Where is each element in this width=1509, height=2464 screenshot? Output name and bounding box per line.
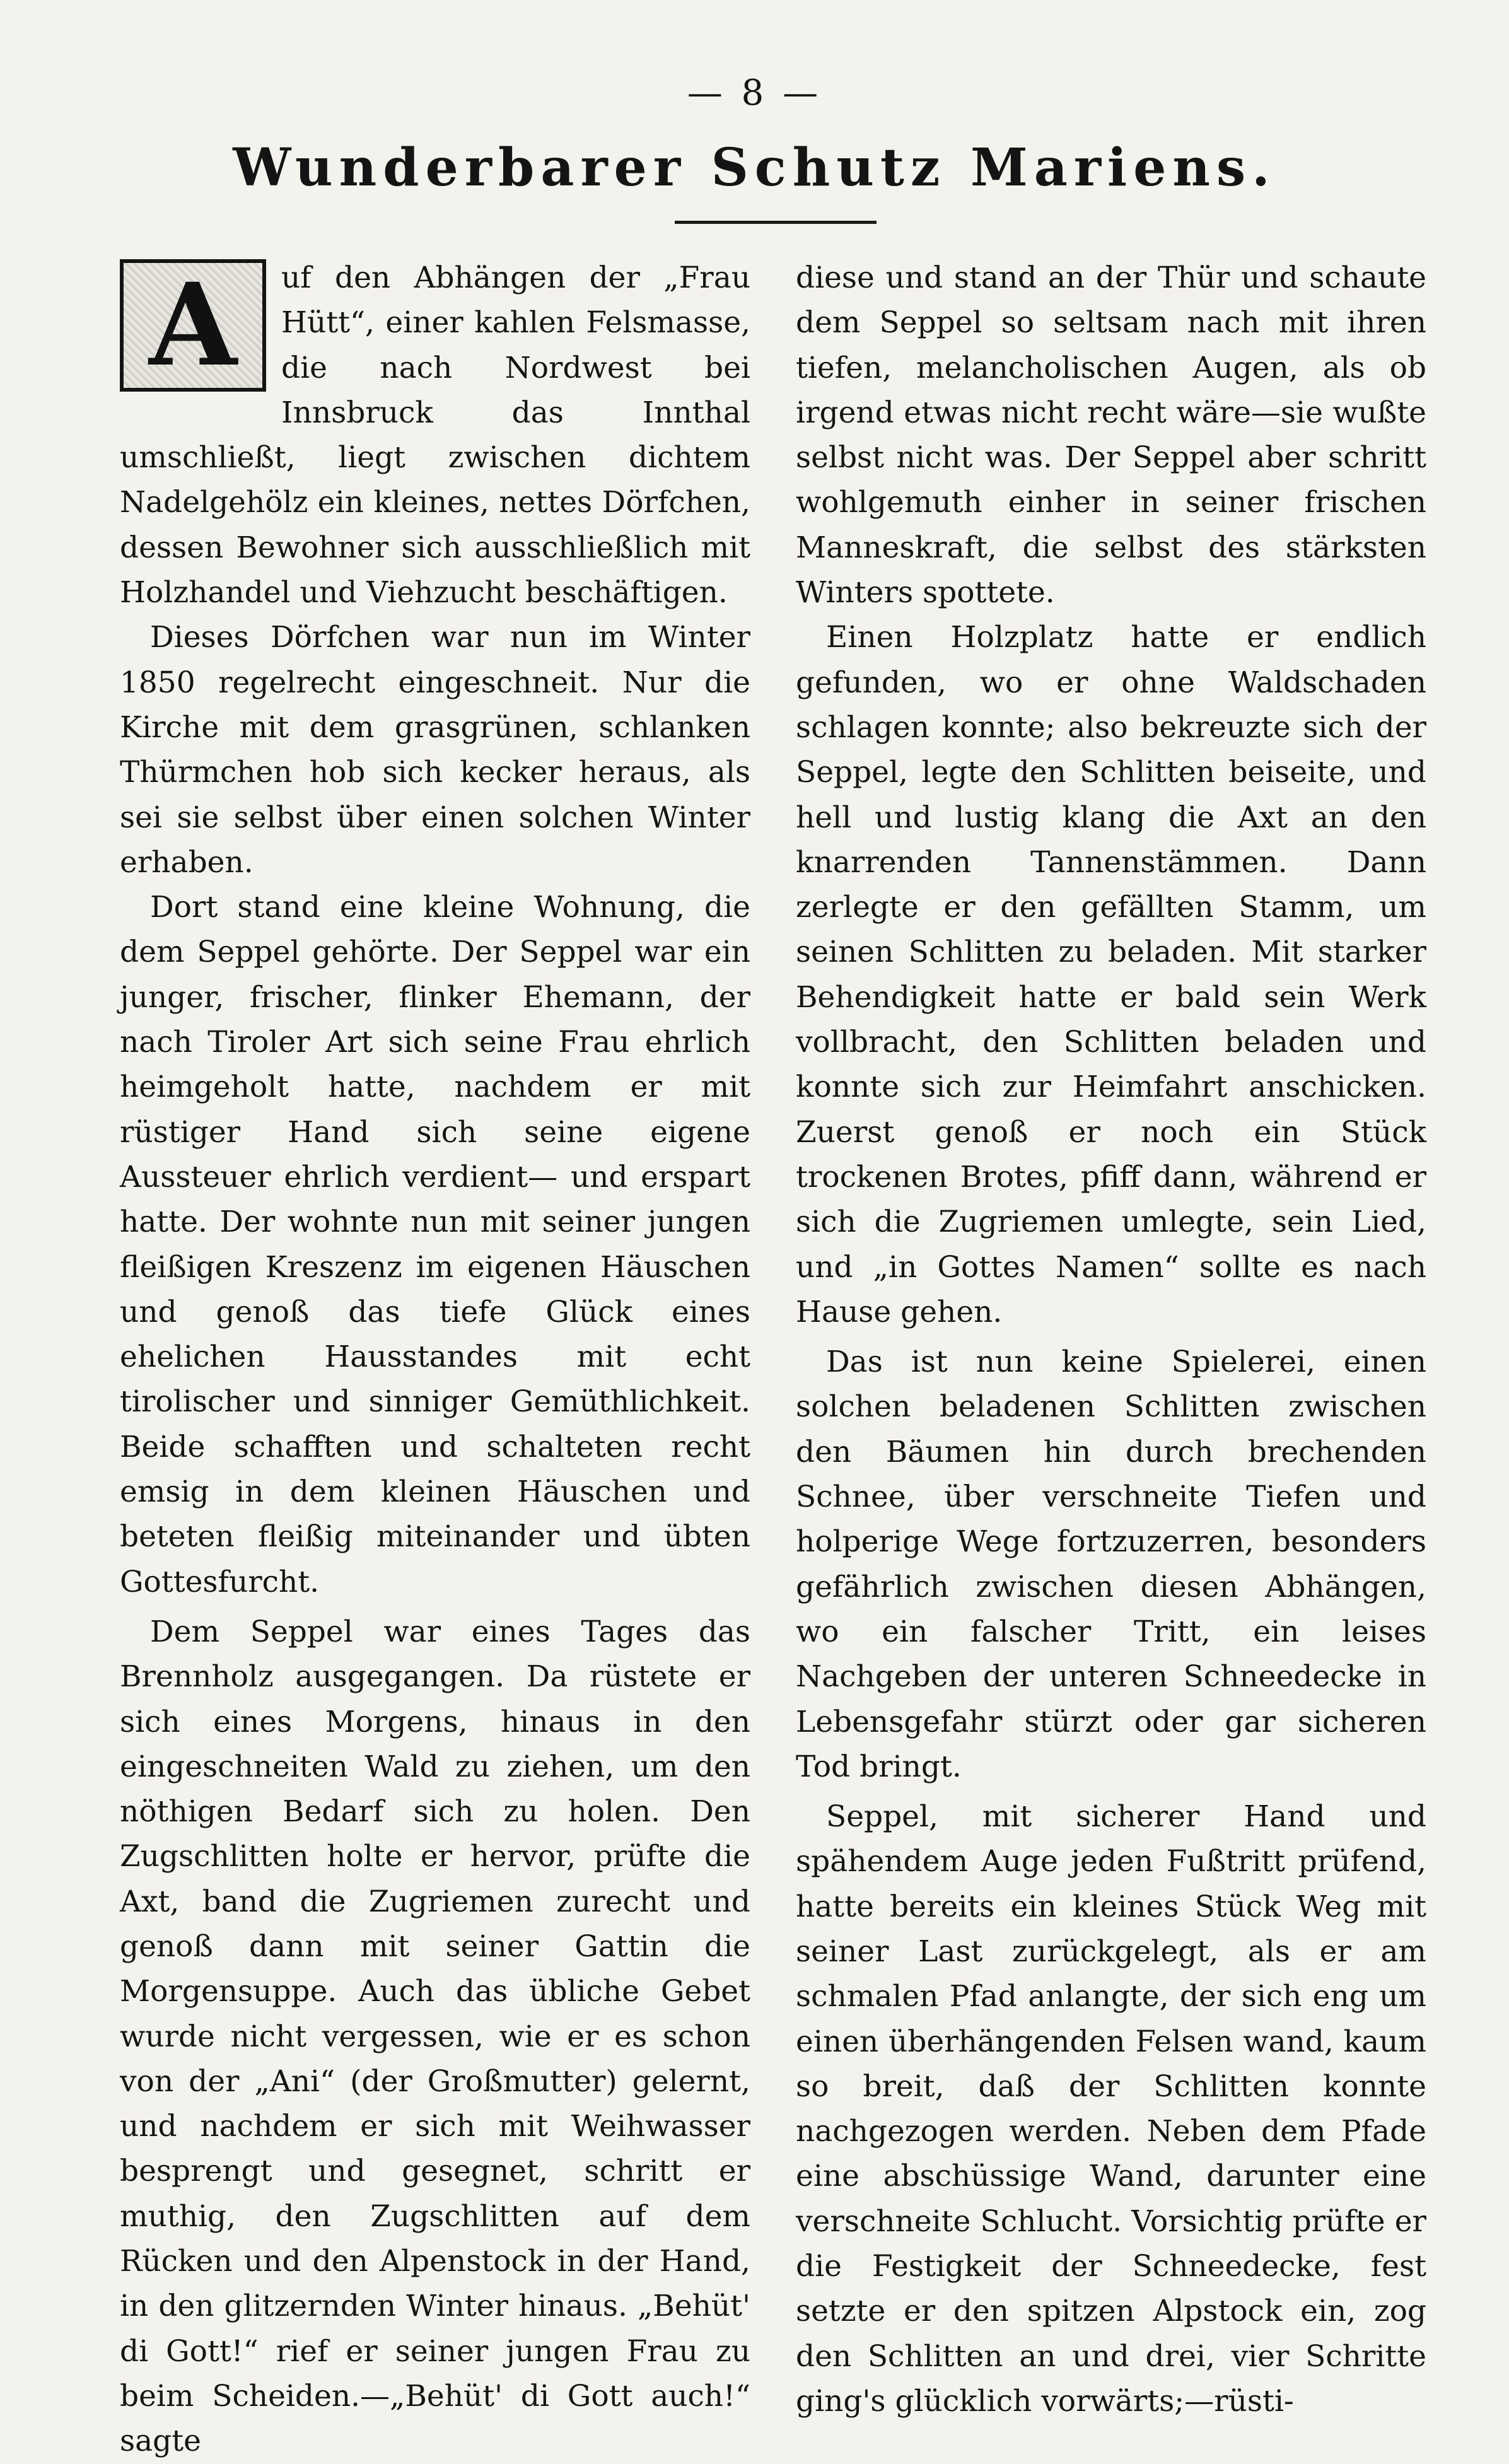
paragraph: Einen Holzplatz hatte er endlich gefunden, wo er ohne Waldschaden schlagen konnte; also bekreuzte sich der Seppel, legte den Schlitten beiseite, und hell und lustig klang die Axt an den knarrenden Tannenstämmen. Dann zerlegte er den gefällten Stamm, um seinen Schlitten zu beladen. Mit starker Behendigkeit hatte er bald sein Werk vollbracht, den Schlitten beladen und konnte sich zur Heimfahrt anschicken. Zuerst genoß er noch ein Stück trockenen Brotes, pfiff dann, während er sich die Zugriemen umlegte, sein Lied, und „in Gottes Namen“ sollte es nach Hause gehen.	[796, 620, 1426, 1329]
right-column	[796, 255, 1426, 2424]
drop-cap-initial	[120, 259, 266, 392]
page-number: — 8 —	[687, 73, 822, 114]
paragraph: Dieses Dörfchen war nun im Winter 1850 regelrecht eingeschneit. Nur die Kirche mit dem grasgrünen, schlanken Thürmchen hob sich kecker heraus, als sei sie selbst über einen solchen Winter erhaben.	[120, 620, 750, 880]
title-divider	[675, 221, 877, 224]
left-column	[120, 255, 750, 2464]
paragraph: Dem Seppel war eines Tages das Brennholz ausgegangen. Da rüstete er sich eines Morgens, hinaus in den eingeschneiten Wald zu ziehen, um den nöthigen Bedarf sich zu holen. Den Zugschlitten holte er hervor, prüfte die Axt, band die Zugriemen zurecht und genoß dann mit seiner Gattin die Morgensuppe. Auch das übliche Gebet wurde nicht vergessen, wie er es schon von der „Ani“ (der Großmutter) gelernt, und nachdem er sich mit Weihwasser besprengt und gesegnet, schritt er muthig, den Zugschlitten auf dem Rücken und den Alpenstock in der Hand, in den glitzernden Winter hinaus. „Behüt' di Gott!“ rief er seiner jungen Frau zu beim Scheiden.—„Behüt' di Gott auch!“ sagte	[120, 1614, 750, 2459]
paragraph: Seppel, mit sicherer Hand und spähendem Auge jeden Fußtritt prüfend, hatte bereits ein kleines Stück Weg mit seiner Last zurückgelegt, als er am schmalen Pfad anlangte, der sich eng um einen überhängenden Felsen wand, kaum so breit, daß der Schlitten konnte nachgezogen werden. Neben dem Pfade eine abschüssige Wand, darunter eine verschneite Schlucht. Vorsichtig prüfte er die Festigkeit der Schneedecke, fest setzte er den spitzen Alpstock ein, zog den Schlitten an und drei, vier Schritte ging's glücklich vorwärts;—rüsti-	[796, 1799, 1426, 2419]
paragraph: Dort stand eine kleine Wohnung, die dem Seppel gehörte. Der Seppel war ein junger, frischer, flinker Ehemann, der nach Tiroler Art sich seine Frau ehrlich heimgeholt hatte, nachdem er mit rüstiger Hand sich seine eigene Aussteuer ehrlich verdient— und erspart hatte. Der wohnte nun mit seiner jungen fleißigen Kreszenz im eigenen Häuschen und genoß das tiefe Glück eines ehelichen Hausstandes mit echt tirolischer und sinniger Gemüthlichkeit. Beide schafften und schalteten recht emsig in dem kleinen Häuschen und beteten fleißig miteinander und übten Gottesfurcht.	[120, 890, 750, 1599]
paragraph: Das ist nun keine Spielerei, einen solchen beladenen Schlitten zwischen den Bäumen hin durch brechenden Schnee, über verschneite Tiefen und holperige Wege fortzuzerren, besonders gefährlich zwischen diesen Abhängen, wo ein falscher Tritt, ein leises Nachgeben der unteren Schneedecke in Lebensgefahr stürzt oder gar sicheren Tod bringt.	[796, 1345, 1426, 1784]
page-title: Wunderbarer Schutz Mariens.	[233, 137, 1276, 198]
paragraph-text: uf den Abhängen der „Frau Hütt“, einer kahlen Felsmasse, die nach Nordwest bei Innsbruck das Innthal umschließt, liegt zwischen dichtem Nadelgehölz ein kleines, nettes Dörfchen, dessen Bewohner sich ausschließlich mit Holzhandel und Viehzucht beschäftigen.	[120, 260, 750, 610]
drop-cap-letter: A	[149, 259, 237, 392]
paragraph	[120, 255, 750, 615]
paragraph: diese und stand an der Thür und schaute dem Seppel so seltsam nach mit ihren tiefen, melancholischen Augen, als ob irgend etwas nicht recht wäre—sie wußte selbst nicht was. Der Seppel aber schritt wohlgemuth einher in seiner frischen Manneskraft, die selbst des stärksten Winters spottete.	[796, 260, 1426, 610]
